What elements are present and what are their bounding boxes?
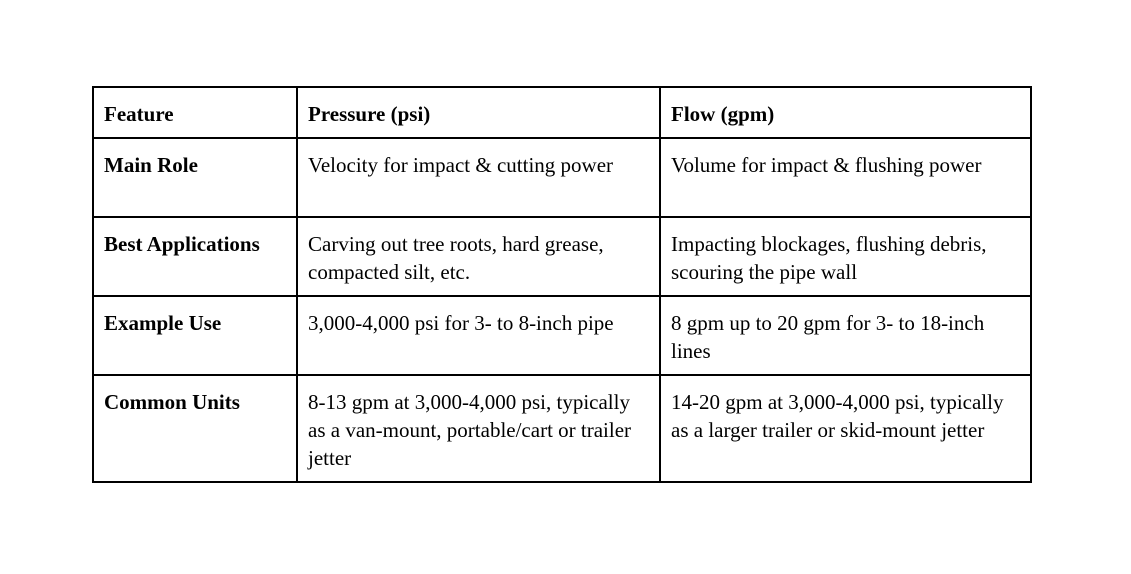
cell-flow: Impacting blockages, flushing debris, scouring the pipe wall [660,217,1031,296]
table-row [93,138,1031,217]
cell-pressure: Velocity for impact & cutting power [297,138,660,217]
header-pressure: Pressure (psi) [297,87,660,138]
table-row [93,375,1031,482]
header-flow: Flow (gpm) [660,87,1031,138]
cell-pressure: Carving out tree roots, hard grease, compacted silt, etc. [297,217,660,296]
cell-pressure: 8-13 gpm at 3,000-4,000 psi, typically as a van-mount, portable/cart or trailer jetter [297,375,660,482]
table-row [93,217,1031,296]
table-row [93,296,1031,375]
comparison-table [92,86,1032,483]
row-label-main-role: Main Role [93,138,297,217]
row-label-example-use: Example Use [93,296,297,375]
cell-flow: Volume for impact & flushing power [660,138,1031,217]
cell-flow: 14-20 gpm at 3,000-4,000 psi, typically as a larger trailer or skid-mount jetter [660,375,1031,482]
row-label-common-units: Common Units [93,375,297,482]
table-header-row [93,87,1031,138]
row-label-best-applications: Best Applications [93,217,297,296]
cell-pressure: 3,000-4,000 psi for 3- to 8-inch pipe [297,296,660,375]
cell-flow: 8 gpm up to 20 gpm for 3- to 18-inch lines [660,296,1031,375]
header-feature: Feature [93,87,297,138]
